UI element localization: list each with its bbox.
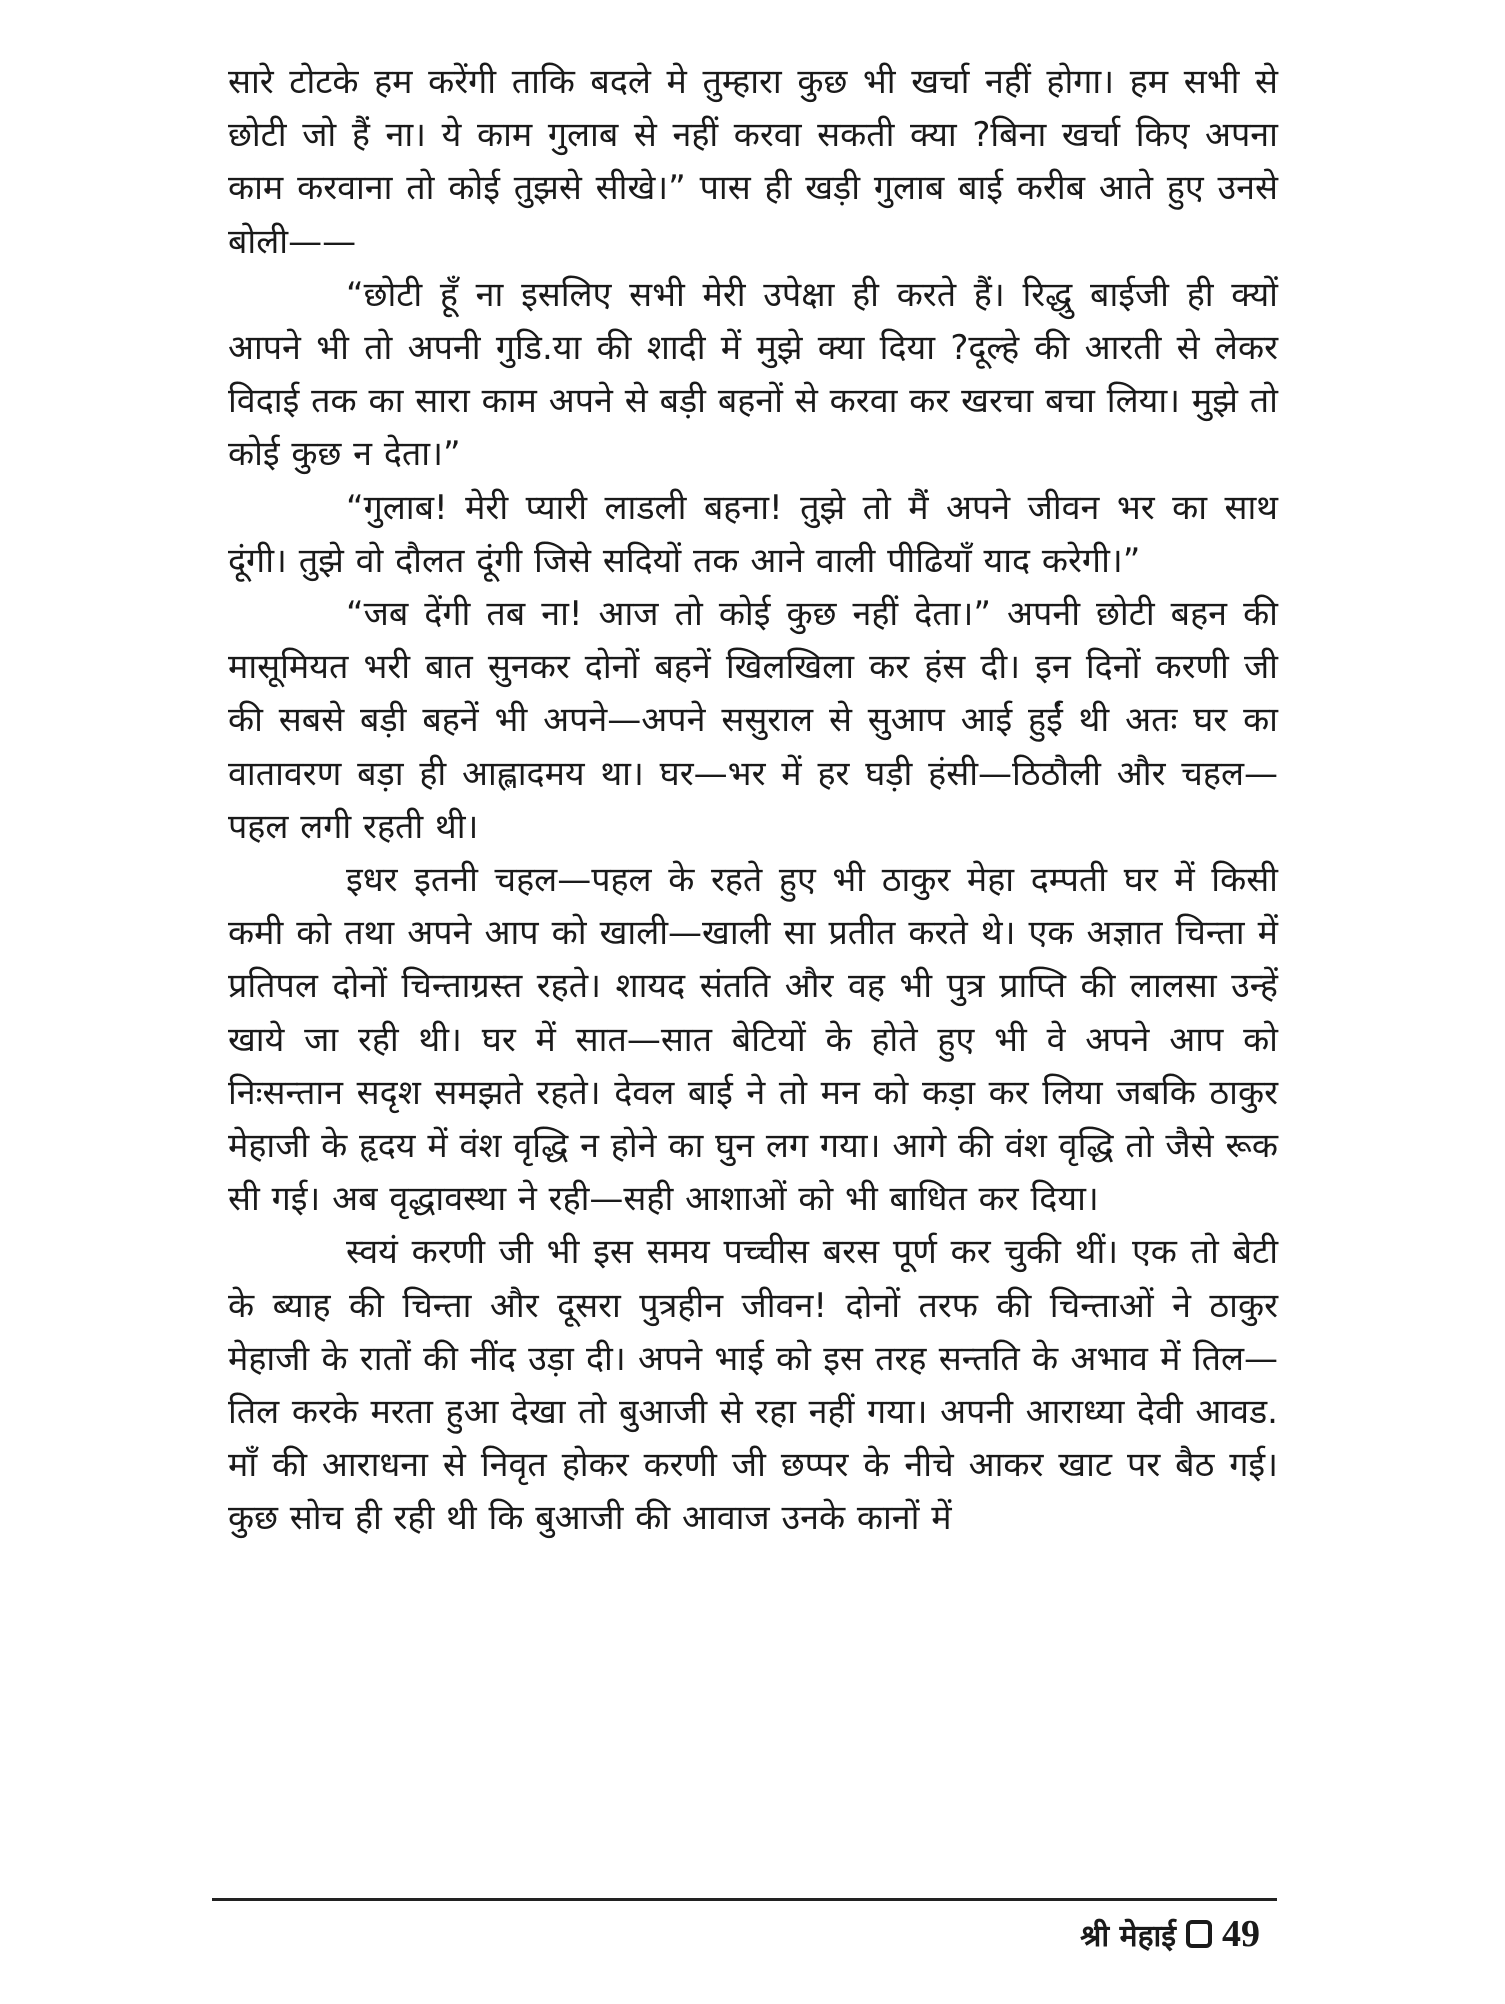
paragraph: सारे टोटके हम करेंगी ताकि बदले मे तुम्हारा कुछ भी खर्चा नहीं होगा। हम सभी से छोटी जो हैं ना। ये काम गुलाब से नहीं करवा सकती क्या ?बिना खर्चा किए अपना काम करवाना तो कोई तुझसे सीखे।” पास ही खड़ी गुलाब बाई करीब आते हुए उनसे बोली—— (228, 62, 1278, 262)
paragraph: “गुलाब! मेरी प्यारी लाडली बहना! तुझे तो मैं अपने जीवन भर का साथ दूंगी। तुझे वो दौलत दूंगी जिसे सदियों तक आने वाली पीढियाँ याद करेगी।” (228, 487, 1278, 581)
paragraph: “छोटी हूँ ना इसलिए सभी मेरी उपेक्षा ही करते हैं। रिद्धु बाईजी ही क्यों आपने भी तो अपनी गुडि.या की शादी में मुझे क्या दिया ?दूल्हे की आरती से लेकर विदाई तक का सारा काम अपने से बड़ी बहनों से करवा कर खरचा बचा लिया। मुझे तो कोई कुछ न देता।” (228, 274, 1278, 475)
page-number: 49 (1222, 1913, 1260, 1955)
square-box-icon (1186, 1920, 1212, 1948)
footer-divider (212, 1898, 1277, 1901)
paragraph: “जब देंगी तब ना! आज तो कोई कुछ नहीं देता।” अपनी छोटी बहन की मासूमियत भरी बात सुनकर दोनों बहनें खिलखिला कर हंस दी। इन दिनों करणी जी की सबसे बड़ी बहनें भी अपने—अपने ससुराल से सुआप आई हुईं थी अतः घर का वातावरण बड़ा ही आह्लादमय था। घर—भर में हर घड़ी हंसी—ठिठौली और चहल—पहल लगी रहती थी। (228, 594, 1278, 847)
paragraph: इधर इतनी चहल—पहल के रहते हुए भी ठाकुर मेहा दम्पती घर में किसी कमी को तथा अपने आप को खाली—खाली सा प्रतीत करते थे। एक अज्ञात चिन्ता में प्रतिपल दोनों चिन्ताग्रस्त रहते। शायद संतति और वह भी पुत्र प्राप्ति की लालसा उन्हें खाये जा रही थी। घर में सात—सात बेटियों के होते हुए भी वे अपने आप को निःसन्तान सदृश समझते रहते। देवल बाई ने तो मन को कड़ा कर लिया जबकि ठाकुर मेहाजी के हृदय में वंश वृद्धि न होने का घुन लग गया। आगे की वंश वृद्धि तो जैसे रूक सी गई। अब वृद्धावस्था ने रही—सही आशाओं को भी बाधित कर दिया। (228, 860, 1278, 1220)
body-text (228, 56, 1278, 1546)
page-footer (1080, 1912, 1260, 1956)
footer-book-title: श्री मेहाई (1080, 1918, 1176, 1954)
paragraph: स्वयं करणी जी भी इस समय पच्चीस बरस पूर्ण कर चुकी थीं। एक तो बेटी के ब्याह की चिन्ता और दूसरा पुत्रहीन जीवन! दोनों तरफ की चिन्ताओं ने ठाकुर मेहाजी के रातों की नींद उड़ा दी। अपने भाई को इस तरह सन्तति के अभाव में तिल—तिल करके मरता हुआ देखा तो बुआजी से रहा नहीं गया। अपनी आराध्या देवी आवड. माँ की आराधना से निवृत होकर करणी जी छप्पर के नीचे आकर खाट पर बैठ गई। कुछ सोच ही रही थी कि बुआजी की आवाज उनके कानों में (228, 1232, 1278, 1539)
